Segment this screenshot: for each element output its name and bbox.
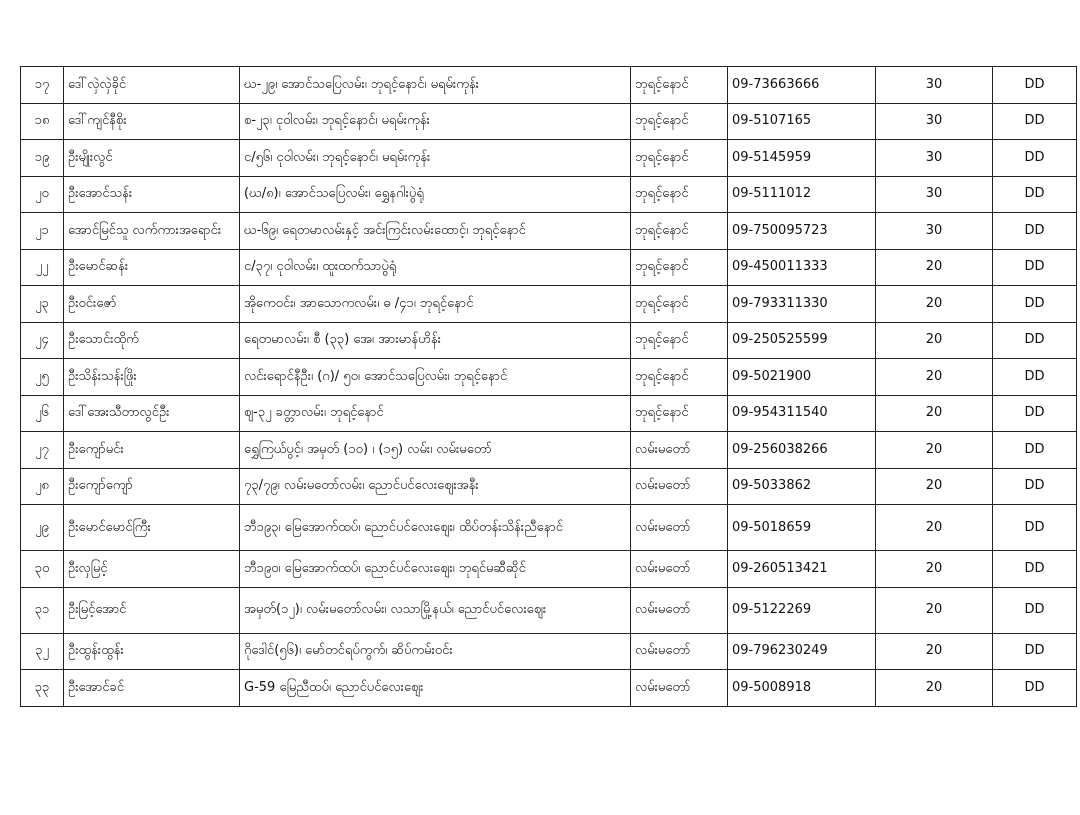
row-number-cell: ၃၁ (21, 587, 64, 633)
row-number-cell: ၂၆ (21, 395, 64, 432)
phone-number-cell: 09-260513421 (728, 551, 876, 588)
row-number-cell: ၃၀ (21, 551, 64, 588)
dealer-address-cell: ဘီ၁၉၃၊ မြေအောက်ထပ်၊ ညောင်ပင်လေးဈေး၊ ထိပ်တန်းသိန်းညီနောင် (240, 505, 631, 551)
quantity-cell: 20 (876, 551, 993, 588)
status-code-cell: DD (993, 670, 1077, 707)
quantity-cell: 30 (876, 140, 993, 177)
quantity-cell: 30 (876, 103, 993, 140)
dealer-name-cell: ဦးကျော်မင်း (64, 432, 240, 469)
row-number-cell: ၂၂ (21, 249, 64, 286)
dealer-name-cell: ဦးအောင်သန်း (64, 176, 240, 213)
dealer-name-cell: ဒေါ်အေးသီတာလွင်ဦး (64, 395, 240, 432)
dealer-name-cell: ဒေါ်ကျင်နီစိုး (64, 103, 240, 140)
township-cell: လမ်းမတော် (631, 551, 728, 588)
table-row (21, 670, 1077, 707)
quantity-cell: 20 (876, 249, 993, 286)
township-cell: ဘုရင့်နောင် (631, 103, 728, 140)
dealer-address-cell: ဈ-၃၂ ခတ္တာလမ်း၊ ဘုရင့်နောင် (240, 395, 631, 432)
dealer-address-cell: အိုကေဝင်း၊ အာသောကလမ်း၊ ဓ /၄၁၊ ဘုရင့်နောင် (240, 286, 631, 323)
status-code-cell: DD (993, 249, 1077, 286)
phone-number-cell: 09-5008918 (728, 670, 876, 707)
phone-number-cell: 09-5122269 (728, 587, 876, 633)
dealer-name-cell: ဦးမျိုးလွင် (64, 140, 240, 177)
quantity-cell: 20 (876, 468, 993, 505)
row-number-cell: ၁၈ (21, 103, 64, 140)
dealer-name-cell: ဦးထွန်းထွန်း (64, 633, 240, 670)
township-cell: လမ်းမတော် (631, 633, 728, 670)
phone-number-cell: 09-793311330 (728, 286, 876, 323)
township-cell: လမ်းမတော် (631, 505, 728, 551)
row-number-cell: ၁၇ (21, 67, 64, 104)
phone-number-cell: 09-5018659 (728, 505, 876, 551)
dealer-name-cell: ဦးမောင်ဆန်း (64, 249, 240, 286)
status-code-cell: DD (993, 551, 1077, 588)
township-cell: ဘုရင့်နောင် (631, 286, 728, 323)
phone-number-cell: 09-5111012 (728, 176, 876, 213)
status-code-cell: DD (993, 432, 1077, 469)
township-cell: လမ်းမတော် (631, 670, 728, 707)
quantity-cell: 20 (876, 633, 993, 670)
dealer-address-cell: ဂိုဒေါင်(၅၆)၊ မော်တင်ရပ်ကွက်၊ ဆိပ်ကမ်းဝင်း (240, 633, 631, 670)
status-code-cell: DD (993, 468, 1077, 505)
phone-number-cell: 09-5021900 (728, 359, 876, 396)
dealer-name-cell: ဦးဝင်းဇော် (64, 286, 240, 323)
dealer-table (20, 66, 1077, 707)
dealer-name-cell: ဦးမောင်မောင်ကြီး (64, 505, 240, 551)
township-cell: လမ်းမတော် (631, 432, 728, 469)
row-number-cell: ၂၁ (21, 213, 64, 250)
quantity-cell: 20 (876, 432, 993, 469)
status-code-cell: DD (993, 395, 1077, 432)
row-number-cell: ၂၄ (21, 322, 64, 359)
table-row (21, 322, 1077, 359)
table-row (21, 140, 1077, 177)
row-number-cell: ၃၃ (21, 670, 64, 707)
status-code-cell: DD (993, 633, 1077, 670)
dealer-address-cell: စ-၂၃၊ ငုဝါလမ်း၊ ဘုရင့်နောင်၊ မရမ်းကုန်း (240, 103, 631, 140)
status-code-cell: DD (993, 587, 1077, 633)
quantity-cell: 20 (876, 395, 993, 432)
dealer-name-cell: ဦးသိန်းသန်းဖြိုး (64, 359, 240, 396)
township-cell: ဘုရင့်နောင် (631, 395, 728, 432)
table-row (21, 505, 1077, 551)
dealer-address-cell: ရွှေကြယ်ပွင့်၊ အမှတ် (၁၀) ၊ (၁၅) လမ်း၊ လမ်းမတော် (240, 432, 631, 469)
dealer-address-cell: ဃ-၂၉၊ အောင်သပြေလမ်း၊ ဘုရင့်နောင်၊ မရမ်းကုန်း (240, 67, 631, 104)
table-row (21, 213, 1077, 250)
table-row (21, 395, 1077, 432)
township-cell: ဘုရင့်နောင် (631, 67, 728, 104)
dealer-name-cell: ဦးလှမြင့် (64, 551, 240, 588)
dealer-name-cell: ဦးကျော်ကျော် (64, 468, 240, 505)
table-row (21, 286, 1077, 323)
status-code-cell: DD (993, 140, 1077, 177)
township-cell: ဘုရင့်နောင် (631, 176, 728, 213)
table-row (21, 359, 1077, 396)
phone-number-cell: 09-256038266 (728, 432, 876, 469)
row-number-cell: ၂၅ (21, 359, 64, 396)
quantity-cell: 30 (876, 213, 993, 250)
row-number-cell: ၁၉ (21, 140, 64, 177)
dealer-name-cell: ဦးသောင်းထိုက် (64, 322, 240, 359)
dealer-address-cell: ဃ-၆၉၊ ရေတမာလမ်းနှင့် အင်းကြင်းလမ်းထောင့်၊ ဘုရင့်နောင် (240, 213, 631, 250)
quantity-cell: 20 (876, 359, 993, 396)
table-row (21, 249, 1077, 286)
phone-number-cell: 09-5145959 (728, 140, 876, 177)
status-code-cell: DD (993, 213, 1077, 250)
status-code-cell: DD (993, 505, 1077, 551)
quantity-cell: 20 (876, 505, 993, 551)
dealer-name-cell: ဦးမြင့်အောင် (64, 587, 240, 633)
dealer-table-body (21, 67, 1077, 707)
township-cell: ဘုရင့်နောင် (631, 322, 728, 359)
status-code-cell: DD (993, 103, 1077, 140)
township-cell: လမ်းမတော် (631, 468, 728, 505)
dealer-address-cell: င/၅၆၊ ငုဝါလမ်း၊ ဘုရင့်နောင်၊ မရမ်းကုန်း (240, 140, 631, 177)
table-row (21, 551, 1077, 588)
row-number-cell: ၂၈ (21, 468, 64, 505)
phone-number-cell: 09-250525599 (728, 322, 876, 359)
dealer-address-cell: ဘီ၁၉၀၊ မြေအောက်ထပ်၊ ညောင်ပင်လေးဈေး၊ ဘုရင်မဆီဆိုင် (240, 551, 631, 588)
status-code-cell: DD (993, 67, 1077, 104)
phone-number-cell: 09-796230249 (728, 633, 876, 670)
quantity-cell: 20 (876, 670, 993, 707)
status-code-cell: DD (993, 176, 1077, 213)
dealer-address-cell: င/၃၇၊ ငုဝါလမ်း၊ ထူးထက်သာပွဲရုံ (240, 249, 631, 286)
dealer-address-cell: G-59 မြေညီထပ်၊ ညောင်ပင်လေးဈေး (240, 670, 631, 707)
row-number-cell: ၂၀ (21, 176, 64, 213)
quantity-cell: 30 (876, 176, 993, 213)
dealer-name-cell: ဒေါ်လှဲလှဲခိုင် (64, 67, 240, 104)
quantity-cell: 20 (876, 587, 993, 633)
township-cell: လမ်းမတော် (631, 587, 728, 633)
dealer-name-cell: အောင်မြင်သူ လက်ကားအရောင်း (64, 213, 240, 250)
phone-number-cell: 09-954311540 (728, 395, 876, 432)
table-row (21, 432, 1077, 469)
quantity-cell: 30 (876, 67, 993, 104)
township-cell: ဘုရင့်နောင် (631, 359, 728, 396)
township-cell: ဘုရင့်နောင် (631, 249, 728, 286)
phone-number-cell: 09-5033862 (728, 468, 876, 505)
township-cell: ဘုရင့်နောင် (631, 213, 728, 250)
status-code-cell: DD (993, 322, 1077, 359)
dealer-name-cell: ဦးအောင်ခင် (64, 670, 240, 707)
table-row (21, 67, 1077, 104)
phone-number-cell: 09-5107165 (728, 103, 876, 140)
phone-number-cell: 09-450011333 (728, 249, 876, 286)
phone-number-cell: 09-750095723 (728, 213, 876, 250)
dealer-address-cell: လင်းရောင်နီဦး၊ (ဂ)/ ၅၀၊ အောင်သပြေလမ်း၊ ဘုရင့်နောင် (240, 359, 631, 396)
dealer-address-cell: ရေတမာလမ်း၊ စီ (၃၃) အေ၊ အားမာန်ဟိန်း (240, 322, 631, 359)
table-row (21, 103, 1077, 140)
status-code-cell: DD (993, 359, 1077, 396)
dealer-address-cell: ၇၃/၇၉၊ လမ်းမတော်လမ်း၊ ညောင်ပင်လေးဈေးအနီး (240, 468, 631, 505)
table-row (21, 587, 1077, 633)
table-row (21, 176, 1077, 213)
row-number-cell: ၂၉ (21, 505, 64, 551)
table-row (21, 468, 1077, 505)
quantity-cell: 20 (876, 322, 993, 359)
township-cell: ဘုရင့်နောင် (631, 140, 728, 177)
dealer-address-cell: (ဃ/၈)၊ အောင်သပြေလမ်း၊ ရွှေနဂါးပွဲရုံ (240, 176, 631, 213)
table-row (21, 633, 1077, 670)
phone-number-cell: 09-73663666 (728, 67, 876, 104)
quantity-cell: 20 (876, 286, 993, 323)
row-number-cell: ၂၇ (21, 432, 64, 469)
row-number-cell: ၂၃ (21, 286, 64, 323)
row-number-cell: ၃၂ (21, 633, 64, 670)
dealer-address-cell: အမှတ်(၁၂)၊ လမ်းမတော်လမ်း၊ လသာမြို့နယ်၊ ညောင်ပင်လေးဈေး (240, 587, 631, 633)
status-code-cell: DD (993, 286, 1077, 323)
